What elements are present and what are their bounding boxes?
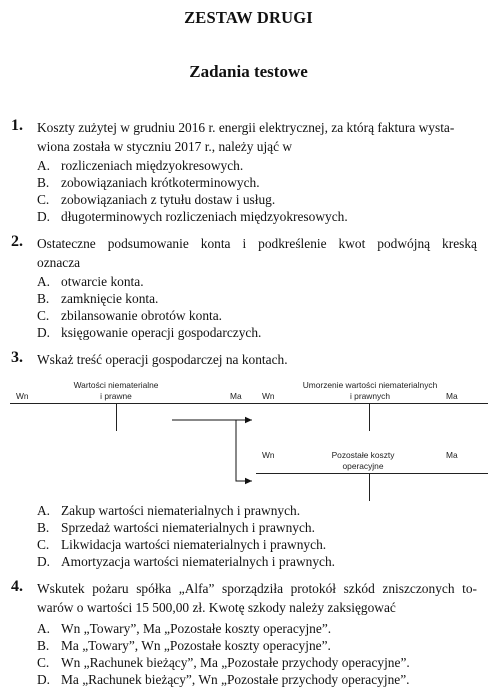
option-letter: C.: [37, 308, 50, 323]
option-letter: D.: [37, 672, 51, 687]
option-text: Wn „Towary”, Ma „Pozostałe koszty operacyjne”.: [61, 621, 332, 636]
option-text: zamknięcie konta.: [61, 291, 159, 306]
question-text-line: Wskutek pożaru spółka „Alfa” sporządziła protokół szkód zniszczonych to-: [37, 581, 477, 596]
option-text: zbilansowanie obrotów konta.: [61, 308, 223, 323]
section-title: Zadania testowe: [189, 62, 308, 81]
answer-option: [37, 637, 331, 655]
option-text: długoterminowych rozliczeniach międzyokresowych.: [61, 209, 348, 224]
option-letter: D.: [37, 325, 51, 340]
debit-label: Wn: [262, 450, 275, 460]
option-letter: B.: [37, 638, 50, 653]
account-title: i prawne: [100, 391, 132, 401]
debit-label: Wn: [262, 391, 275, 401]
question-text-line: Koszty zużytej w grudniu 2016 r. energii elektrycznej, za którą faktura wysta-: [37, 120, 455, 135]
option-text: rozliczeniach międzyokresowych.: [61, 158, 244, 173]
question-number: 2.: [11, 233, 23, 250]
arrow-to-pozostale-koszty: [236, 420, 252, 481]
option-letter: A.: [37, 503, 51, 518]
option-text: księgowanie operacji gospodarczych.: [61, 325, 262, 340]
answer-option: [37, 620, 331, 638]
option-text: zobowiązaniach z tytułu dostaw i usług.: [61, 192, 276, 207]
answer-option: [37, 502, 300, 520]
option-text: Likwidacja wartości niematerialnych i prawnych.: [61, 537, 327, 552]
question-text-line: wiona została w styczniu 2017 r., należy ująć w: [37, 139, 293, 154]
option-text: Ma „Towary”, Wn „Pozostałe koszty operacyjne”.: [61, 638, 331, 653]
option-letter: A.: [37, 158, 51, 173]
option-text: zobowiązaniach krótkoterminowych.: [61, 175, 260, 190]
option-letter: C.: [37, 537, 50, 552]
question-text-line: Wskaż treść operacji gospodarczej na kontach.: [37, 352, 288, 367]
set-title: ZESTAW DRUGI: [184, 8, 313, 27]
question-number: 4.: [11, 578, 23, 595]
question-number: 3.: [11, 349, 23, 366]
credit-label: Ma: [446, 391, 458, 401]
option-text: Wn „Rachunek bieżący”, Ma „Pozostałe przychody operacyjne”.: [61, 655, 410, 670]
account-title: Pozostałe koszty: [331, 450, 395, 460]
account-title: i prawnych: [349, 391, 391, 401]
option-letter: A.: [37, 621, 51, 636]
credit-label: Ma: [446, 450, 458, 460]
option-text: Amortyzacja wartości niematerialnych i prawnych.: [61, 554, 336, 569]
account-title: Wartości niematerialne: [73, 380, 159, 390]
option-letter: B.: [37, 175, 50, 190]
question-text-line: oznacza: [37, 255, 81, 270]
answer-option: [37, 553, 335, 571]
debit-label: Wn: [16, 391, 29, 401]
account-title: Umorzenie wartości niematerialnych: [302, 380, 438, 390]
option-letter: C.: [37, 192, 50, 207]
option-text: Sprzedaż wartości niematerialnych i prawnych.: [61, 520, 315, 535]
option-letter: B.: [37, 291, 50, 306]
option-text: Ma „Rachunek bieżący”, Wn „Pozostałe przychody operacyjne”.: [61, 672, 410, 687]
option-letter: D.: [37, 554, 51, 569]
account-title: operacyjne: [342, 461, 384, 471]
answer-option: [37, 671, 410, 689]
option-letter: C.: [37, 655, 50, 670]
question-number: 1.: [11, 117, 23, 134]
credit-label: Ma: [230, 391, 242, 401]
option-letter: A.: [37, 274, 51, 289]
question-text-line: warów o wartości 15 500,00 zł. Kwotę szkody należy zaksięgować: [37, 600, 396, 615]
option-text: Zakup wartości niematerialnych i prawnych.: [61, 503, 301, 518]
question-text-line: Ostateczne podsumowanie konta i podkreślenie kwot podwójną kreską: [37, 236, 477, 251]
answer-option: [37, 519, 315, 537]
option-text: otwarcie konta.: [61, 274, 144, 289]
option-letter: D.: [37, 209, 51, 224]
answer-option: [37, 654, 410, 672]
answer-option: [37, 536, 326, 554]
option-letter: B.: [37, 520, 50, 535]
